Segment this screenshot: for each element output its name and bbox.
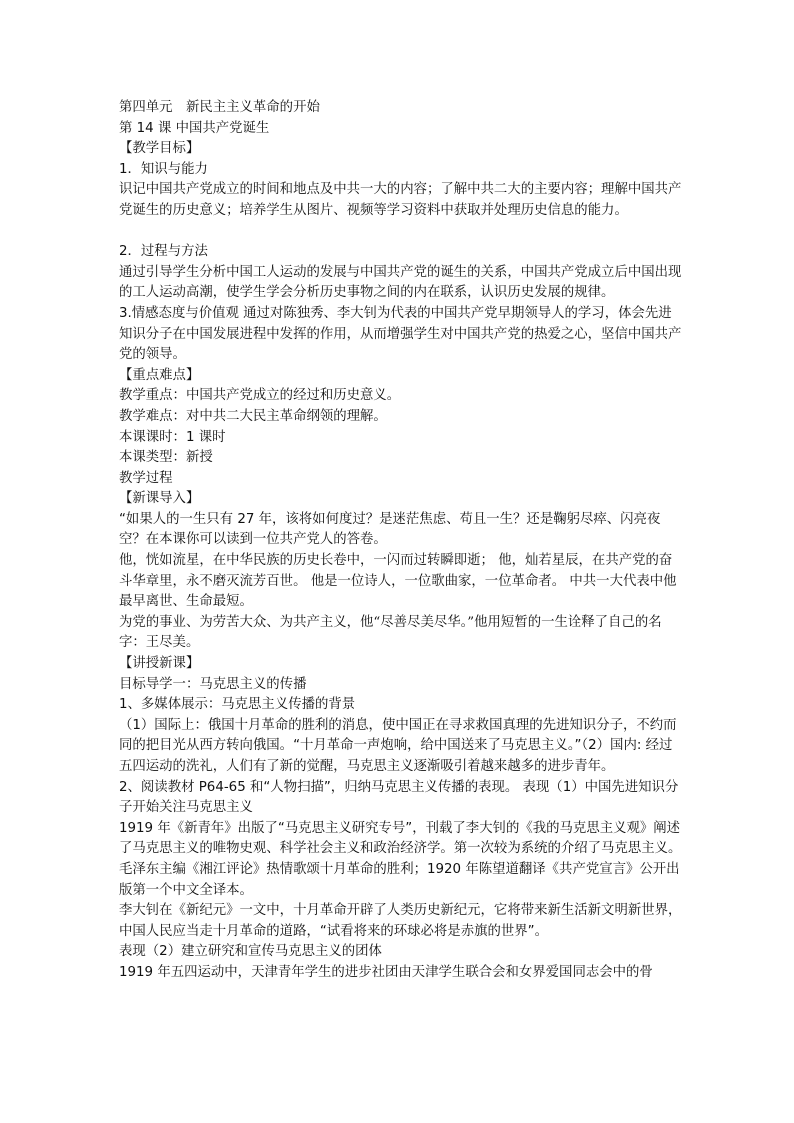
goal2-text: 通过引导学生分析中国工人运动的发展与中国共产党的诞生的关系，中国共产党成立后中国出现的工人运动高潮，使学生学会分析历史事物之间的内在联系，认识历史发展的规律。 xyxy=(119,264,682,301)
goal1-heading: 1．知识与能力 xyxy=(119,161,208,177)
process-heading: 教学过程 xyxy=(119,470,173,486)
class-type: 本课类型：新授 xyxy=(119,450,213,466)
document-body xyxy=(119,98,685,984)
key-point: 教学重点：中国共产党成立的经过和历史意义。 xyxy=(119,388,401,404)
keypoints-heading: 【重点难点】 xyxy=(119,367,200,383)
blank-line xyxy=(119,222,685,243)
intro-paragraph-1: “如果人的一生只有 27 年，该将如何度过？是迷茫焦虑、苟且一生？还是鞠躬尽瘁、闪亮夜空？在本课你可以读到一位共产党人的答卷。 xyxy=(119,511,661,548)
unit-title: 第四单元 新民主主义革命的开始 xyxy=(119,100,320,115)
goals-heading: 【教学目标】 xyxy=(119,141,200,157)
goal-guide-1: 目标导学一：马克思主义的传播 xyxy=(119,676,307,692)
item2-paragraph-2: 1919 年《新青年》出版了“马克思主义研究专号”，刊载了李大钊的《我的马克思主义观》阐述了马克思主义的唯物史观、科学社会主义和政治经济学。第一次较为系统的介绍了马克思主义。毛泽东主编《湘江评论》热情歌颂十月革命的胜利；1920 年陈望道翻译《共产党宣言》公开出版第一个中文全译本。 xyxy=(119,820,682,898)
lesson-title: 第 14 课 中国共产党诞生 xyxy=(119,120,270,136)
goal2-heading: 2．过程与方法 xyxy=(119,244,208,260)
item1-heading: 1、多媒体展示：马克思主义传播的背景 xyxy=(119,697,356,713)
item2-text: 2、阅读教材 P64-65 和“人物扫描”，归纳马克思主义传播的表现。 表现（1）中国先进知识分子开始关注马克思主义 xyxy=(119,779,679,816)
difficult-point: 教学难点：对中共二大民主革命纲领的理解。 xyxy=(119,408,387,424)
item3-text: 1919 年五四运动中，天津青年学生的进步社团由天津学生联合会和女界爱国同志会中的骨 xyxy=(119,964,653,980)
item3-heading: 表现（2）建立研究和宣传马克思主义的团体 xyxy=(119,944,382,960)
goal1-text: 识记中国共产党成立的时间和地点及中共一大的内容；了解中共二大的主要内容；理解中国共产党诞生的历史意义；培养学生从图片、视频等学习资料中获取并处理历史信息的能力。 xyxy=(119,182,682,218)
intro-paragraph-2: 他，恍如流星，在中华民族的历史长卷中，一闪而过转瞬即逝； 他，灿若星辰，在共产党的奋斗华章里，永不磨灭流芳百世。 他是一位诗人，一位歌曲家，一位革命者。 中共一大代表中他最早离世、生命最短。 xyxy=(119,553,677,610)
goal3-text: 3.情感态度与价值观 通过对陈独秀、李大钊为代表的中国共产党早期领导人的学习，体会先进知识分子在中国发展进程中发挥的作用，从而增强学生对中国共产党的热爱之心，坚信中国共产党的领导。 xyxy=(119,305,682,363)
intro-paragraph-3-end: 他用短暂的一生诠释了自己的名字：王尽美。 xyxy=(119,614,662,651)
item1-text: （1）国际上：俄国十月革命的胜利的消息，使中国正在寻求救国真理的先进知识分子，不约而同的把目光从西方转向俄国。“十月革命一声炮响，给中国送来了马克思主义。”（2）国内: 经过五四运动的洗礼，人们有了新的觉醒，马克思主义逐渐吸引着越来越多的进步青年。 xyxy=(119,717,677,774)
intro-heading: 【新课导入】 xyxy=(119,491,200,507)
new-lesson-heading: 【讲授新课】 xyxy=(119,656,200,672)
item2-paragraph-3: 李大钊在《新纪元》一文中，十月革命开辟了人类历史新纪元，它将带来新生活新文明新世界，中国人民应当走十月革命的道路，“试看将来的环球必将是赤旗的世界”。 xyxy=(119,903,682,939)
intro-paragraph-3-start: 为党的事业、为劳苦大众、为共产主义，他 xyxy=(119,614,374,630)
intro-quote: “尽善尽美尽华。” xyxy=(373,614,475,630)
intro-paragraph-3 xyxy=(119,613,685,654)
class-hours: 本课课时：1 课时 xyxy=(119,429,226,445)
